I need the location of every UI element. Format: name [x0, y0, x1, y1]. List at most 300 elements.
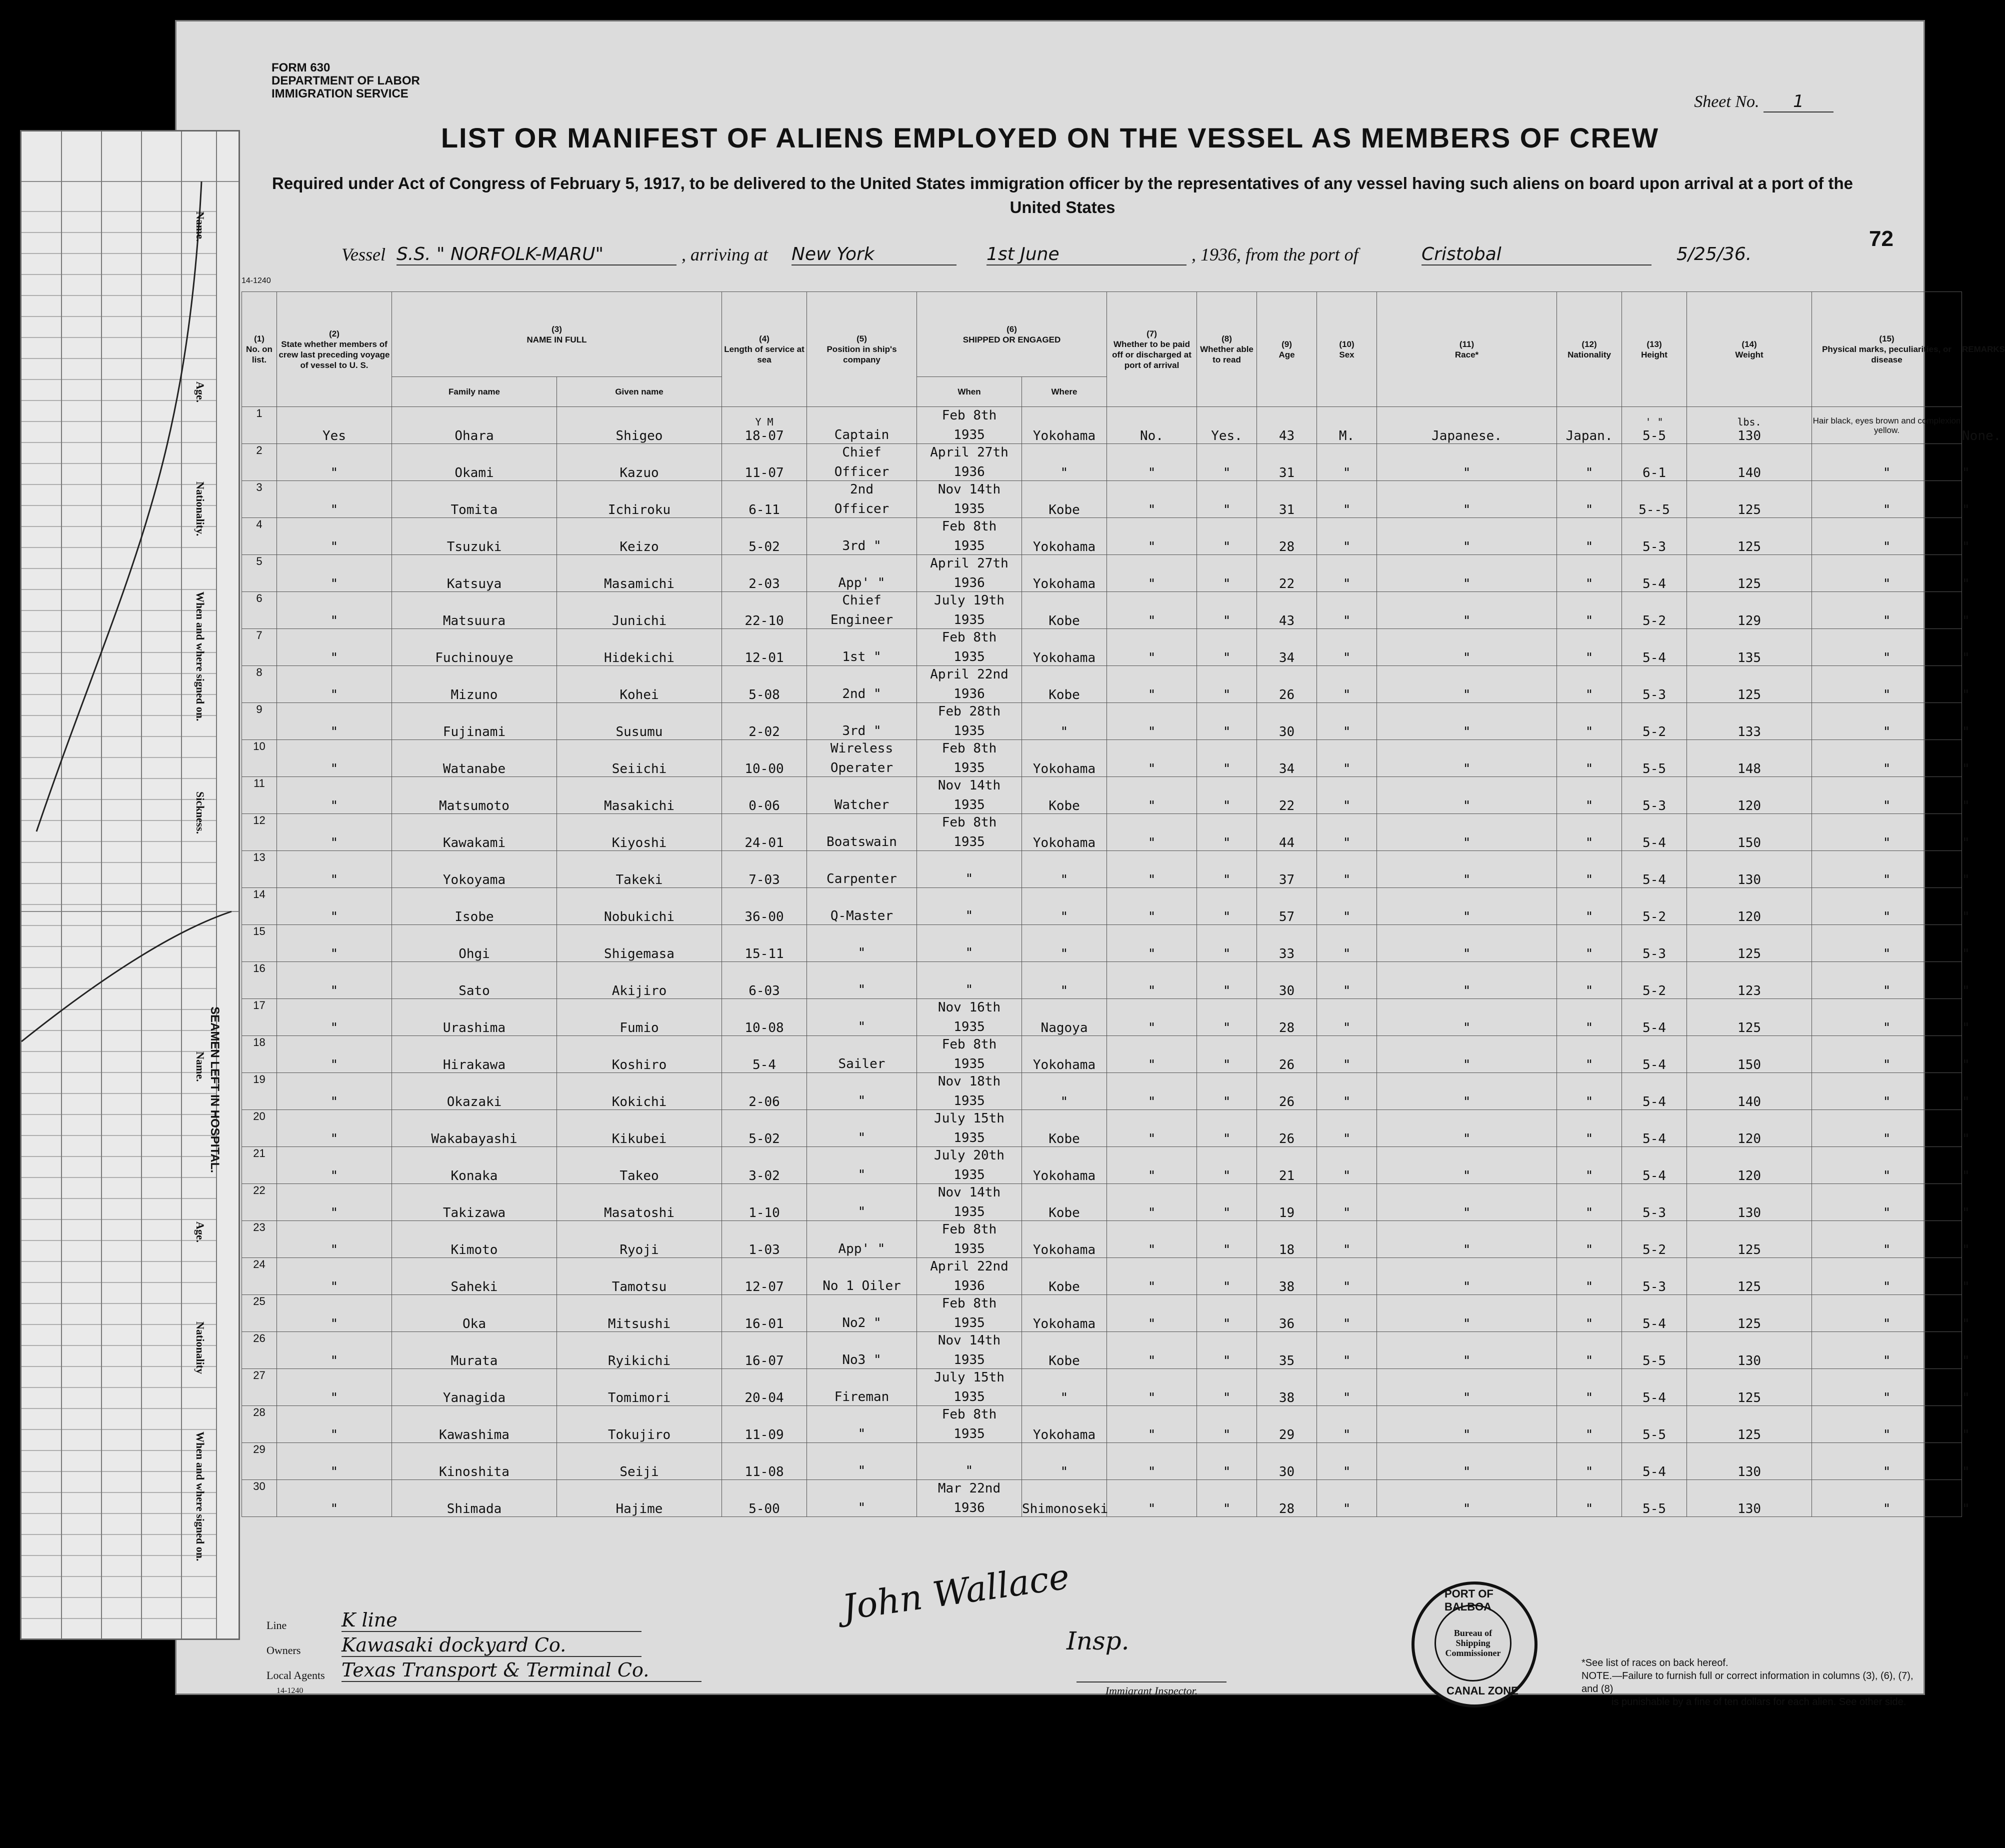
table-row: 29 " Kinoshita Seiji 11-08 " " " " " 30 " " " 5-4 130 " ": [242, 1443, 1962, 1480]
given-name: Nobukichi: [557, 888, 722, 925]
paid-off: No.: [1107, 407, 1197, 444]
paid-off: ": [1107, 555, 1197, 592]
vessel-line: [342, 244, 1878, 279]
height: ' " 5-5: [1622, 407, 1687, 444]
physical-marks: ": [1812, 1258, 1962, 1295]
family-name: Wakabayashi: [392, 1110, 557, 1147]
height: 5--5: [1622, 481, 1687, 518]
nationality: ": [1557, 592, 1622, 629]
race: ": [1377, 740, 1557, 777]
row-number: 27: [242, 1369, 277, 1406]
given-name: Tamotsu: [557, 1258, 722, 1295]
row-number: 22: [242, 1184, 277, 1221]
physical-marks: ": [1812, 703, 1962, 740]
weight: 140: [1687, 444, 1812, 481]
weight: 125: [1687, 481, 1812, 518]
weight: 125: [1687, 666, 1812, 703]
sex: ": [1317, 1480, 1377, 1517]
age: 28: [1257, 999, 1317, 1036]
able-to-read: ": [1197, 925, 1257, 962]
col-paid-off-header: (7) Whether to be paid off or discharged at port of arrival: [1107, 292, 1197, 407]
row-number: 16: [242, 962, 277, 999]
position: 2nd ": [807, 666, 917, 703]
shipped-where: Kobe: [1022, 1184, 1107, 1221]
age: 57: [1257, 888, 1317, 925]
given-name: Takeki: [557, 851, 722, 888]
given-name: Tokujiro: [557, 1406, 722, 1443]
previous-voyage: ": [277, 481, 392, 518]
previous-voyage: ": [277, 703, 392, 740]
age: 31: [1257, 481, 1317, 518]
col-race-header: (11) Race*: [1377, 292, 1557, 407]
physical-marks: ": [1812, 555, 1962, 592]
race: ": [1377, 851, 1557, 888]
position: Q-Master: [807, 888, 917, 925]
given-name: Ichiroku: [557, 481, 722, 518]
able-to-read: ": [1197, 888, 1257, 925]
department-header: [272, 62, 420, 100]
race: ": [1377, 629, 1557, 666]
agents-label: Local Agents: [266, 1669, 325, 1682]
weight: 120: [1687, 1147, 1812, 1184]
position: No 1 Oiler: [807, 1258, 917, 1295]
shipped-where: Shimonoseki: [1022, 1480, 1107, 1517]
height: 5-2: [1622, 888, 1687, 925]
paid-off: ": [1107, 703, 1197, 740]
row-number: 24: [242, 1258, 277, 1295]
physical-marks: ": [1812, 666, 1962, 703]
previous-voyage: ": [277, 1147, 392, 1184]
position: Chief Officer: [807, 444, 917, 481]
sex: ": [1317, 444, 1377, 481]
family-name: Takizawa: [392, 1184, 557, 1221]
vessel-label: Vessel: [342, 244, 386, 264]
previous-voyage: ": [277, 1443, 392, 1480]
sex: ": [1317, 666, 1377, 703]
previous-voyage: ": [277, 1480, 392, 1517]
service-length: 16-07: [722, 1332, 807, 1369]
service-length: 20-04: [722, 1369, 807, 1406]
position: Fireman: [807, 1369, 917, 1406]
able-to-read: ": [1197, 1443, 1257, 1480]
race: ": [1377, 777, 1557, 814]
shipped-where: Kobe: [1022, 1332, 1107, 1369]
signature-title: Insp.: [1066, 1626, 1130, 1656]
col-weight-header: (14) Weight: [1687, 292, 1812, 407]
previous-voyage: ": [277, 962, 392, 999]
table-row: 10 " Watanabe Seiichi 10-00 Wireless Operater Feb 8th 1935 Yokohama " " 34 " " " 5-5 148 " ": [242, 740, 1962, 777]
shipped-where: ": [1022, 851, 1107, 888]
physical-marks: ": [1812, 1332, 1962, 1369]
nationality: ": [1557, 629, 1622, 666]
age: 28: [1257, 518, 1317, 555]
nationality: ": [1557, 444, 1622, 481]
family-name: Matsumoto: [392, 777, 557, 814]
paid-off: ": [1107, 1110, 1197, 1147]
height: 5-4: [1622, 1295, 1687, 1332]
family-name: Tomita: [392, 481, 557, 518]
family-name: Shimada: [392, 1480, 557, 1517]
previous-voyage: Yes: [277, 407, 392, 444]
position: ": [807, 1110, 917, 1147]
service-length: 6-11: [722, 481, 807, 518]
given-name: Hajime: [557, 1480, 722, 1517]
nationality: ": [1557, 925, 1622, 962]
row-number: 26: [242, 1332, 277, 1369]
previous-voyage: ": [277, 851, 392, 888]
height: 5-5: [1622, 740, 1687, 777]
physical-marks: ": [1812, 999, 1962, 1036]
nationality: ": [1557, 1184, 1622, 1221]
nationality: ": [1557, 1443, 1622, 1480]
weight: 125: [1687, 1369, 1812, 1406]
table-row: 9 " Fujinami Susumu 2-02 3rd " Feb 28th 1935 " " " 30 " " " 5-2 133 " ": [242, 703, 1962, 740]
service-length: 2-03: [722, 555, 807, 592]
age: 22: [1257, 555, 1317, 592]
physical-marks: ": [1812, 1443, 1962, 1480]
weight: 150: [1687, 1036, 1812, 1073]
sex: ": [1317, 1147, 1377, 1184]
family-name: Yanagida: [392, 1369, 557, 1406]
paid-off: ": [1107, 962, 1197, 999]
shipped-when: Nov 14th 1935: [917, 481, 1022, 518]
sex: ": [1317, 481, 1377, 518]
previous-voyage: ": [277, 1295, 392, 1332]
shipped-when: July 15th 1935: [917, 1369, 1022, 1406]
previous-voyage: ": [277, 888, 392, 925]
row-number: 11: [242, 777, 277, 814]
shipped-when: Feb 28th 1935: [917, 703, 1022, 740]
able-to-read: ": [1197, 1258, 1257, 1295]
age: 37: [1257, 851, 1317, 888]
sex: ": [1317, 1295, 1377, 1332]
paid-off: ": [1107, 629, 1197, 666]
nationality: ": [1557, 1073, 1622, 1110]
nationality: ": [1557, 666, 1622, 703]
age: 21: [1257, 1147, 1317, 1184]
row-number: 21: [242, 1147, 277, 1184]
given-name: Seiichi: [557, 740, 722, 777]
able-to-read: ": [1197, 1480, 1257, 1517]
able-to-read: ": [1197, 703, 1257, 740]
shipped-when: Mar 22nd 1936: [917, 1480, 1022, 1517]
col-given-name-header: Given name: [557, 377, 722, 407]
family-name: Saheki: [392, 1258, 557, 1295]
weight: lbs. 130: [1687, 407, 1812, 444]
service-length: 6-03: [722, 962, 807, 999]
physical-marks: ": [1812, 1036, 1962, 1073]
physical-marks: ": [1812, 1184, 1962, 1221]
paid-off: ": [1107, 925, 1197, 962]
given-name: Junichi: [557, 592, 722, 629]
nationality: ": [1557, 1295, 1622, 1332]
age: 36: [1257, 1295, 1317, 1332]
stamp-bottom-text: CANAL ZONE: [1446, 1684, 1518, 1697]
col-sex-header: (10) Sex: [1317, 292, 1377, 407]
given-name: Tomimori: [557, 1369, 722, 1406]
sex: ": [1317, 888, 1377, 925]
height: 5-5: [1622, 1332, 1687, 1369]
row-number: 30: [242, 1480, 277, 1517]
shipped-where: Yokohama: [1022, 1036, 1107, 1073]
race: ": [1377, 555, 1557, 592]
paid-off: ": [1107, 777, 1197, 814]
paid-off: ": [1107, 1332, 1197, 1369]
able-to-read: ": [1197, 1332, 1257, 1369]
family-name: Sato: [392, 962, 557, 999]
sheet-number: [1694, 92, 1834, 112]
col-marks-header: (15) Physical marks, peculiarities, or disease: [1812, 292, 1962, 407]
paid-off: ": [1107, 1184, 1197, 1221]
race: ": [1377, 1221, 1557, 1258]
service-length: 10-00: [722, 740, 807, 777]
age: 34: [1257, 629, 1317, 666]
given-name: Masakichi: [557, 777, 722, 814]
shipped-when: April 27th 1936: [917, 444, 1022, 481]
shipped-when: April 22nd 1936: [917, 1258, 1022, 1295]
col-family-name-header: Family name: [392, 377, 557, 407]
col-where-header: Where: [1022, 377, 1107, 407]
race: ": [1377, 518, 1557, 555]
position: Carpenter: [807, 851, 917, 888]
physical-marks: ": [1812, 851, 1962, 888]
service-length: 24-01: [722, 814, 807, 851]
shipped-when: April 27th 1936: [917, 555, 1022, 592]
service-length: 1-10: [722, 1184, 807, 1221]
vessel-name: S.S. " NORFOLK-MARU": [396, 244, 676, 266]
able-to-read: ": [1197, 1184, 1257, 1221]
physical-marks: ": [1812, 777, 1962, 814]
weight: 120: [1687, 1110, 1812, 1147]
shipped-where: ": [1022, 888, 1107, 925]
year-label: , 1936, from the port of: [1192, 244, 1358, 264]
shipped-when: Nov 14th 1935: [917, 777, 1022, 814]
paid-off: ": [1107, 1480, 1197, 1517]
shipped-when: July 20th 1935: [917, 1147, 1022, 1184]
physical-marks: ": [1812, 925, 1962, 962]
position: ": [807, 1184, 917, 1221]
service-length: 11-09: [722, 1406, 807, 1443]
age: 31: [1257, 444, 1317, 481]
crew-manifest-table: (1) No. on list. (2) State whether members of crew last preceding voyage of vessel to U. S. (3) NAME IN FULL (4) Length of service at sea (5) Position in ship's company (6) SHIPPED OR ENGAGED (7) Whether to be paid off or discharged at port of arrival (8) Whether able to read (9) Age (10) Sex (11) Race* (12) Nationality (13) Height (14) Weight (15) Physical marks, peculiarities, or disease REMARKS Family name Given name When Where 1 Yes Ohara Shigeo Y M 18-07 Captain Feb 8th 1935 Yokohama No. Yes. 43 M. Japanese. Japan. ' " 5-5 lbs. 130 Hair black, eyes brown and complexion yellow. None. 2 " Okami Kazuo 11-07 Chief Officer April 27th 1936 " " " 31 " " " 6-1 140 " " 3 " Tomita Ichiroku 6-11 2nd Officer Nov 14th 1935 Kobe " " 31 " " " 5--5 125 " " 4 " Tsuzuki Keizo 5-02 3rd " Feb 8th 1935 Yokohama " " 28 " " " 5-3 125 " " 5 " Katsuya Masamichi 2-03 App' " April 27th 1936 Yokohama " " 22 " " " 5-4 125 " " 6 " Matsuura Junichi 22-10 Chief Engineer July 19th 1935 Kobe " " 43 " " " 5-2 129 " " 7 " Fuchinouye Hidekichi 12-01 1st " Feb 8th 1935 Yokohama " " 34 " " " 5-4 135 " " 8 " Mizuno Kohei 5-08 2nd " April 22nd 1936 Kobe " " 26 " " " 5-3 125 " " 9 " Fujinami Susumu 2-02 3rd " Feb 28th 1935 " " " 30 " " " 5-2 133 " " 10 " Watanabe Seiichi 10-00 Wireless Operater Feb 8th 1935 Yokohama " " 34 " " " 5-5 148 " " 11 " Matsumoto Masakichi 0-06 Watcher Nov 14th 1935 Kobe " " 22 " " " 5-3 120 " " 12 " Kawakami Kiyoshi 24-01 Boatswain Feb 8th 1935 Yokohama " " 44 " " " 5-4 150 " " 13 " Yokoyama Takeki 7-03 Carpenter " " " " 37 " " " 5-4 130 " " 14 " Isobe Nobukichi 36-00 Q-Master " " " " 57 " " " 5-2 120 " " 15 " Ohgi Shigemasa 15-11 " " " " " 33 " " " 5-3 125 " " 16 " Sato Akijiro 6-03 " " " " " 30 " " " 5-2 123 " " 17 " Urashima Fumio 10-08 " Nov 16th 1935 Nagoya " " 28 " " " 5-4 125 " " 18 " Hirakawa Koshiro 5-4 Sailer Feb 8th 1935 Yokohama " " 26 " " " 5-4 150 " " 19 " Okazaki Kokichi 2-06 " Nov 18th 1935 " " " 26 " " " 5-4 140 " " 20 " Wakabayashi Kikubei 5-02 " July 15th 1935 Kobe " " 26 " " " 5-4 120 " " 21 " Konaka Takeo 3-02 " July 20th 1935 Yokohama " " 21 " " " 5-4 120 " " 22 " Takizawa Masatoshi 1-10 " Nov 14th 1935 Kobe " " 19 " " " 5-3 130 " " 23 " Kimoto Ryoji 1-03 App' " Feb 8th 1935 Yokohama " " 18 " " " 5-2 125 " " 24 " Saheki Tamotsu 12-07 No 1 Oiler April 22nd 1936 Kobe " " 38 " " " 5-3 125 " " 25 " Oka Mitsushi 16-01 No2 " Feb 8th 1935 Yokohama " " 36 " " " 5-4 125 " " 26 " Murata Ryikichi 16-07 No3 " Nov 14th 1935 Kobe " " 35 " " " 5-5 130 " " 27 " Yanagida Tomimori 20-04 Fireman July 15th 1935 " " " 38 " " " 5-4 125 " " 28 " Kawashima Tokujiro 11-09 " Feb 8th 1935 Yokohama " " 29 " " " 5-5 125 " " 29 " Kinoshita Seiji 11-08 " " " " " 30 " " " 5-4 130 " " 30 " Shimada Hajime 5-00 " Mar 22nd 1936 Shimonoseki " " 28 " " " 5-5 130 " ": [242, 292, 1962, 1517]
row-number: 7: [242, 629, 277, 666]
table-row: 8 " Mizuno Kohei 5-08 2nd " April 22nd 1936 Kobe " " 26 " " " 5-3 125 " ": [242, 666, 1962, 703]
race: ": [1377, 888, 1557, 925]
race: ": [1377, 481, 1557, 518]
previous-voyage: ": [277, 555, 392, 592]
age: 38: [1257, 1369, 1317, 1406]
able-to-read: ": [1197, 481, 1257, 518]
service-length: 16-01: [722, 1295, 807, 1332]
weight: 125: [1687, 1258, 1812, 1295]
flap-label-name-2: Name.: [194, 1052, 206, 1082]
paid-off: ": [1107, 592, 1197, 629]
row-number: 1: [242, 407, 277, 444]
shipped-where: ": [1022, 1443, 1107, 1480]
position: No2 ": [807, 1295, 917, 1332]
race: Japanese.: [1377, 407, 1557, 444]
row-number: 10: [242, 740, 277, 777]
table-row: 18 " Hirakawa Koshiro 5-4 Sailer Feb 8th 1935 Yokohama " " 26 " " " 5-4 150 " ": [242, 1036, 1962, 1073]
race: ": [1377, 1258, 1557, 1295]
nationality: ": [1557, 1036, 1622, 1073]
service-length: 5-4: [722, 1036, 807, 1073]
age: 43: [1257, 592, 1317, 629]
able-to-read: ": [1197, 1295, 1257, 1332]
position: Wireless Operater: [807, 740, 917, 777]
nationality: ": [1557, 1369, 1622, 1406]
previous-voyage: ": [277, 740, 392, 777]
shipped-when: Feb 8th 1935: [917, 1036, 1022, 1073]
given-name: Fumio: [557, 999, 722, 1036]
given-name: Akijiro: [557, 962, 722, 999]
sex: ": [1317, 1332, 1377, 1369]
given-name: Seiji: [557, 1443, 722, 1480]
shipped-when: Nov 16th 1935: [917, 999, 1022, 1036]
row-number: 2: [242, 444, 277, 481]
sex: ": [1317, 851, 1377, 888]
shipped-when: ": [917, 851, 1022, 888]
service-length: 12-01: [722, 629, 807, 666]
given-name: Kikubei: [557, 1110, 722, 1147]
race: ": [1377, 814, 1557, 851]
family-name: Mizuno: [392, 666, 557, 703]
nationality: ": [1557, 1147, 1622, 1184]
race: ": [1377, 444, 1557, 481]
flap-label-age: Age.: [194, 382, 206, 403]
previous-voyage: ": [277, 1110, 392, 1147]
physical-marks: ": [1812, 740, 1962, 777]
paid-off: ": [1107, 814, 1197, 851]
weight: 150: [1687, 814, 1812, 851]
height: 5-5: [1622, 1406, 1687, 1443]
sex: ": [1317, 703, 1377, 740]
handwritten-date: 5/25/36.: [1676, 244, 1752, 264]
family-name: Watanabe: [392, 740, 557, 777]
paid-off: ": [1107, 666, 1197, 703]
shipped-where: Yokohama: [1022, 555, 1107, 592]
service-length: 15-11: [722, 925, 807, 962]
col-when-header: When: [917, 377, 1022, 407]
height: 5-3: [1622, 518, 1687, 555]
sex: ": [1317, 1073, 1377, 1110]
col-shipped-header: (6) SHIPPED OR ENGAGED: [917, 292, 1107, 377]
service-length: 7-03: [722, 851, 807, 888]
table-row: 24 " Saheki Tamotsu 12-07 No 1 Oiler April 22nd 1936 Kobe " " 38 " " " 5-3 125 " ": [242, 1258, 1962, 1295]
nationality: ": [1557, 703, 1622, 740]
position: App' ": [807, 555, 917, 592]
age: 28: [1257, 1480, 1317, 1517]
position: ": [807, 1406, 917, 1443]
previous-voyage: ": [277, 1332, 392, 1369]
previous-voyage: ": [277, 814, 392, 851]
height: 5-4: [1622, 814, 1687, 851]
position: App' ": [807, 1221, 917, 1258]
table-row: 30 " Shimada Hajime 5-00 " Mar 22nd 1936 Shimonoseki " " 28 " " " 5-5 130 " ": [242, 1480, 1962, 1517]
physical-marks: ": [1812, 518, 1962, 555]
flap-label-sickness: Sickness.: [194, 792, 206, 834]
family-name: Oka: [392, 1295, 557, 1332]
nationality: ": [1557, 1480, 1622, 1517]
line-label: Line: [266, 1619, 287, 1632]
service-length: 5-08: [722, 666, 807, 703]
table-row: 12 " Kawakami Kiyoshi 24-01 Boatswain Feb 8th 1935 Yokohama " " 44 " " " 5-4 150 " ": [242, 814, 1962, 851]
able-to-read: ": [1197, 592, 1257, 629]
able-to-read: ": [1197, 666, 1257, 703]
paid-off: ": [1107, 444, 1197, 481]
flap-label-signed-on-2: When and where signed on.: [194, 1432, 206, 1562]
age: 29: [1257, 1406, 1317, 1443]
sex: ": [1317, 1221, 1377, 1258]
table-row: 3 " Tomita Ichiroku 6-11 2nd Officer Nov 14th 1935 Kobe " " 31 " " " 5--5 125 " ": [242, 481, 1962, 518]
shipped-where: Kobe: [1022, 1258, 1107, 1295]
able-to-read: ": [1197, 1147, 1257, 1184]
race: ": [1377, 1480, 1557, 1517]
service-length: 2-06: [722, 1073, 807, 1110]
family-name: Okazaki: [392, 1073, 557, 1110]
paid-off: ": [1107, 851, 1197, 888]
position: Captain: [807, 407, 917, 444]
row-number: 20: [242, 1110, 277, 1147]
previous-voyage: ": [277, 1036, 392, 1073]
col-nationality-header: (12) Nationality: [1557, 292, 1622, 407]
sex: ": [1317, 629, 1377, 666]
previous-voyage: ": [277, 925, 392, 962]
given-name: Kiyoshi: [557, 814, 722, 851]
paid-off: ": [1107, 1073, 1197, 1110]
sex: ": [1317, 555, 1377, 592]
family-name: Kawashima: [392, 1406, 557, 1443]
weight: 120: [1687, 777, 1812, 814]
age: 30: [1257, 962, 1317, 999]
weight: 130: [1687, 851, 1812, 888]
position: ": [807, 1443, 917, 1480]
shipped-where: Yokohama: [1022, 1295, 1107, 1332]
weight: 130: [1687, 1443, 1812, 1480]
age: 22: [1257, 777, 1317, 814]
race: ": [1377, 962, 1557, 999]
position: ": [807, 999, 917, 1036]
position: Sailer: [807, 1036, 917, 1073]
able-to-read: ": [1197, 777, 1257, 814]
age: 26: [1257, 1110, 1317, 1147]
paid-off: ": [1107, 1036, 1197, 1073]
nationality: ": [1557, 1221, 1622, 1258]
service-length: 2-02: [722, 703, 807, 740]
manifest-sheet: [175, 20, 2005, 1708]
height: 5-4: [1622, 1110, 1687, 1147]
table-row: 19 " Okazaki Kokichi 2-06 " Nov 18th 1935 " " " 26 " " " 5-4 140 " ": [242, 1073, 1962, 1110]
nationality: ": [1557, 888, 1622, 925]
shipped-where: Kobe: [1022, 592, 1107, 629]
shipped-where: Kobe: [1022, 481, 1107, 518]
height: 5-3: [1622, 666, 1687, 703]
sex: ": [1317, 740, 1377, 777]
given-name: Masamichi: [557, 555, 722, 592]
given-name: Kazuo: [557, 444, 722, 481]
age: 19: [1257, 1184, 1317, 1221]
arriving-label: , arriving at: [682, 244, 768, 264]
table-row: 15 " Ohgi Shigemasa 15-11 " " " " " 33 " " " 5-3 125 " ": [242, 925, 1962, 962]
sex: ": [1317, 1369, 1377, 1406]
family-name: Matsuura: [392, 592, 557, 629]
position: Watcher: [807, 777, 917, 814]
service-length: 5-02: [722, 1110, 807, 1147]
agents-value: Texas Transport & Terminal Co.: [342, 1659, 702, 1682]
table-row: 25 " Oka Mitsushi 16-01 No2 " Feb 8th 1935 Yokohama " " 36 " " " 5-4 125 " ": [242, 1295, 1962, 1332]
row-number: 17: [242, 999, 277, 1036]
shipped-where: Yokohama: [1022, 740, 1107, 777]
